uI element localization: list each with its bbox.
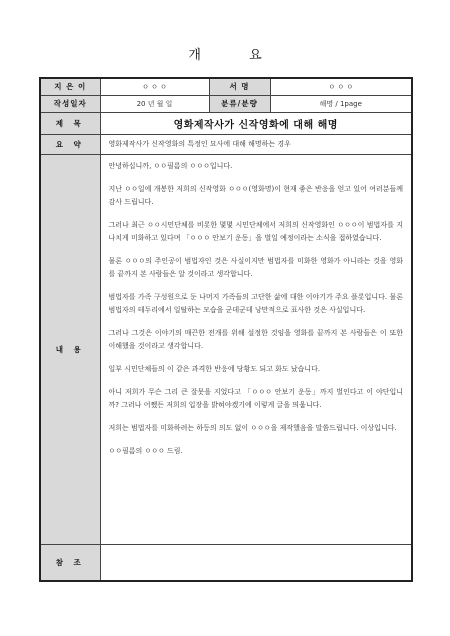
date-label: 작성일자 (40, 95, 100, 112)
subject-label: 제 목 (40, 112, 100, 134)
subject-value: 영화제작사가 신작영화에 대해 해명 (100, 112, 412, 134)
row-author (40, 78, 412, 95)
row-content (40, 154, 412, 544)
author-label: 지 은 이 (40, 78, 100, 95)
content-body (100, 154, 412, 544)
content-paragraph: 물론 ㅇㅇㅇ의 주인공이 범법자인 것은 사실이지만 범법자를 미화한 영화가 아니라는 것을 영화를 끝까지 본 사람들은 알 것이라고 생각합니다. (108, 256, 403, 278)
reference-value (100, 544, 412, 581)
content-paragraph: 저희는 범법자를 미화하려는 하등의 의도 없이 ㅇㅇㅇ을 제작했음을 말씀드립니다. 이상입니다. (108, 423, 397, 432)
content-paragraph: 그러나 그것은 이야기의 매끈한 전개를 위해 설정한 것임을 영화를 끝까지 본 사람들은 이 또한 이해했을 것이라고 생각합니다. (108, 328, 403, 350)
date-value: 20 년 월 일 (100, 95, 209, 112)
content-paragraph: 안녕하십니까, ㅇㅇ필름의 ㅇㅇㅇ입니다. (108, 161, 233, 170)
content-paragraph: 범법자를 가족 구성원으로 둔 나머지 가족들의 고단한 삶에 대한 이야기가 주요 플롯입니다. 물론 범법자의 테두리에서 일탈하는 모습을 군데군데 낭만적으로 표사한 것은 사실입니다. (108, 292, 403, 314)
signature-value: ㅇ ㅇ ㅇ (270, 78, 412, 95)
content-paragraph: ㅇㅇ필름의 ㅇㅇㅇ 드림. (108, 446, 183, 455)
category-value: 해명 / 1page (270, 95, 412, 112)
summary-label: 요 약 (40, 134, 100, 154)
row-reference (40, 544, 412, 581)
reference-label: 참 조 (40, 544, 100, 581)
content-paragraph: 그러나 최근 ㅇㅇ시민단체를 비롯한 몇몇 시민단체에서 저희의 신작영화인 ㅇㅇㅇ이 범법자를 지나치게 미화하고 있다며 「ㅇㅇㅇ 안보기 운동」을 벌일 예정이라는 소식을 접하였습니다. (108, 220, 403, 242)
row-summary (40, 134, 412, 154)
author-value: ㅇ ㅇ ㅇ (100, 78, 209, 95)
category-label: 분류/분량 (209, 95, 270, 112)
row-date (40, 95, 412, 112)
document-title: 개 요 (188, 48, 284, 63)
row-subject (40, 112, 412, 134)
summary-form-table (39, 77, 413, 582)
signature-label: 서 명 (209, 78, 270, 95)
content-paragraph: 지난 ㅇㅇ일에 개봉한 저희의 신작영화 ㅇㅇㅇ(영화명)이 현재 좋은 반응을 얻고 있어 여러분들께 감사 드립니다. (108, 184, 403, 206)
content-paragraph: 일부 시민단체들의 이 같은 과격한 반응에 당황도 되고 화도 났습니다. (108, 364, 321, 373)
content-label: 내 용 (40, 154, 100, 544)
summary-value: 영화제작사가 신작영화의 특정인 묘사에 대해 해명하는 경우 (100, 134, 412, 154)
content-paragraph: 아니 저희가 무슨 그리 큰 잘못을 지었다고 「ㅇㅇㅇ 안보기 운동」까지 벌인다고 이 야단입니까? 그러나 어쨌든 저희의 입장을 밝혀야겠기에 이렇게 글을 띄웁니다. (108, 387, 403, 409)
